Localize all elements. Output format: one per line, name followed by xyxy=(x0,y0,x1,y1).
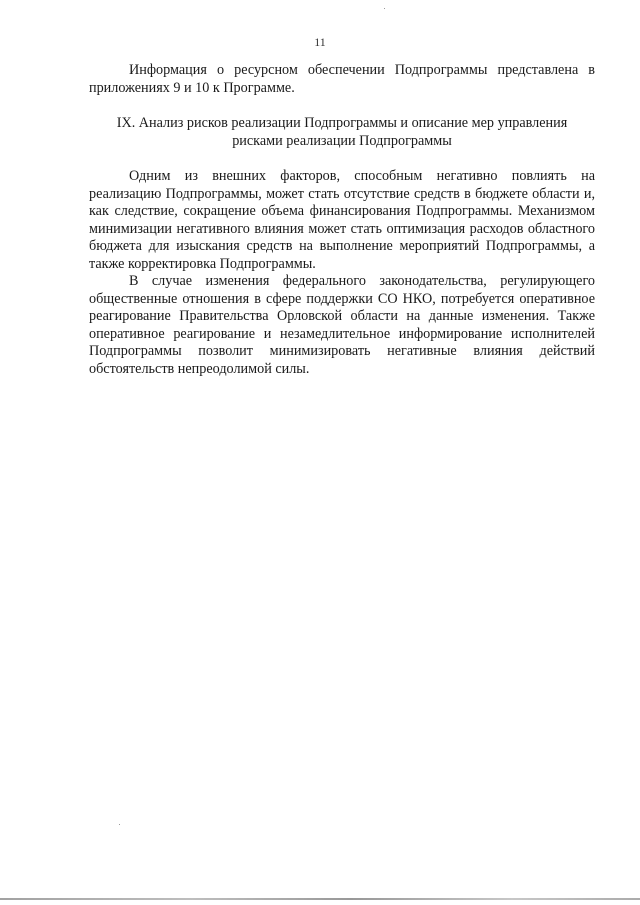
body-paragraph-1: Одним из внешних факторов, способным негативно повлиять на реализацию Подпрограммы, может стать отсутствие средств в бюджете области и, как следствие, сокращение объема финансирования Подпрограммы. Механизмом минимизации негативного влияния может стать оптимизация расходов областного бюджета для изыскания средств на выполнение мероприятий Подпрограммы, а также корректировка Подпрограммы. xyxy=(89,168,595,272)
intro-paragraph: Информация о ресурсном обеспечении Подпрограммы представлена в приложениях 9 и 10 к Программе. xyxy=(89,62,595,96)
page-number: 11 xyxy=(314,35,326,49)
section-heading-line-1: IX. Анализ рисков реализации Подпрограммы и описание мер управления xyxy=(116,115,568,131)
section-heading xyxy=(89,115,595,150)
body-paragraph-2: В случае изменения федерального законодательства, регулирующего общественные отношения в сфере поддержки СО НКО, потребуется оперативное реагирование Правительства Орловской области на данные изменения. Также оперативное реагирование и незамедлительное информирование исполнителей Подпрограммы позволит минимизировать негативные влияния действий обстоятельств непреодолимой силы. xyxy=(89,273,595,377)
document-body xyxy=(89,62,595,378)
scan-speck xyxy=(384,8,385,9)
scan-speck xyxy=(119,824,120,825)
section-heading-line-2: рисками реализации Подпрограммы xyxy=(232,132,452,149)
scan-edge-line xyxy=(0,898,640,900)
